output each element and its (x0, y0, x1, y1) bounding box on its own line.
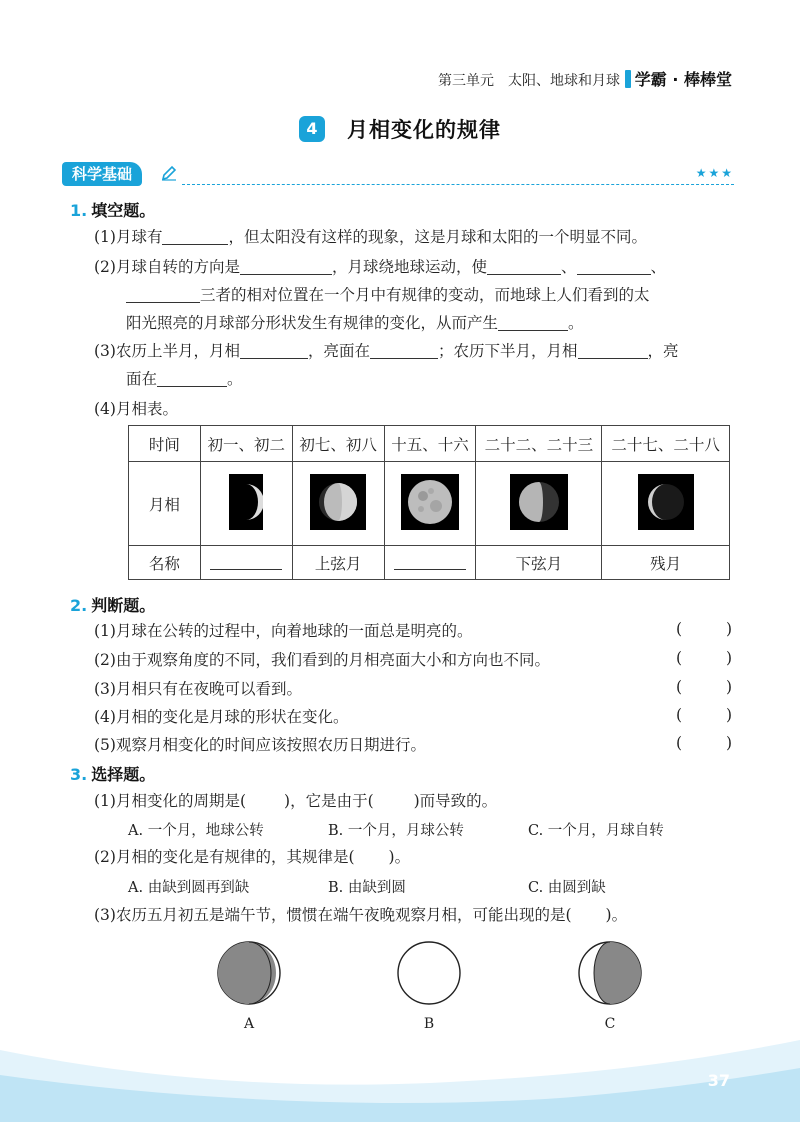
option-c[interactable]: C. 由圆到缺 (528, 880, 606, 896)
pencil-icon (160, 164, 178, 182)
moon-phase-cell (476, 462, 602, 546)
text: ) (725, 734, 732, 752)
text: 。 (568, 314, 584, 332)
text: ；农历下半月，月相 (437, 342, 578, 360)
waning-crescent-image (638, 474, 694, 530)
moon-phase-cell (384, 462, 476, 546)
answer-blank[interactable] (162, 229, 228, 245)
text: )。 (388, 848, 411, 866)
text: (3)农历五月初五是端午节，惯惯在端午夜晚观察月相，可能出现的是( (94, 906, 572, 924)
text: ，亮面在 (307, 342, 370, 360)
q2-item-3: (3)月相只有在夜晚可以看到。 (94, 680, 302, 698)
answer-blank[interactable] (487, 259, 561, 275)
section-divider (182, 184, 734, 185)
name-cell: 残月 (602, 546, 730, 580)
section-tag: 科学基础 (62, 162, 142, 186)
text: 阳光照亮的月球部分形状发生有规律的变化，从而产生 (126, 314, 499, 332)
unit-title: 第三单元 太阳、地球和月球 (438, 73, 620, 89)
q2-title (70, 593, 155, 616)
text: 。 (227, 370, 243, 388)
text: 、 (650, 258, 667, 276)
text: ) (725, 678, 732, 696)
text: ( (676, 620, 683, 638)
text: )。 (605, 906, 628, 924)
table-header-cell: 初一、初二 (200, 426, 292, 462)
q2-title-text: 判断题。 (91, 596, 156, 615)
text: ) (725, 706, 732, 724)
text: ( (676, 678, 683, 696)
text: )而导致的。 (413, 792, 498, 810)
answer-blank[interactable] (126, 287, 200, 303)
text: (1)月相变化的周期是( (94, 792, 247, 810)
choice-figure-a[interactable] (214, 938, 284, 1032)
q3-title (70, 762, 155, 785)
answer-blank[interactable] (370, 343, 438, 359)
answer-blank[interactable] (498, 315, 568, 331)
text: ，月球绕地球运动，使 (331, 258, 487, 276)
q1-item-4: (4)月相表。 (94, 400, 178, 418)
name-cell: 上弦月 (292, 546, 384, 580)
choice-label: B (423, 1016, 435, 1032)
q3-title-text: 选择题。 (91, 765, 156, 784)
option-a[interactable]: A. 由缺到圆再到缺 (128, 880, 250, 896)
name-cell: 下弦月 (476, 546, 602, 580)
q2-item-2: (2)由于观察角度的不同，我们看到的月相亮面大小和方向也不同。 (94, 651, 550, 669)
moon-phase-cell (200, 462, 292, 546)
table-row (129, 462, 730, 546)
brand-mark-icon (625, 70, 631, 88)
option-a[interactable]: A. 一个月，地球公转 (128, 823, 264, 839)
waxing-crescent-image (229, 474, 263, 530)
table-row (129, 546, 730, 580)
lesson-number-badge: 4 (299, 116, 325, 142)
q2-item-4: (4)月相的变化是月球的形状在变化。 (94, 708, 349, 726)
q3-item-2 (94, 846, 410, 868)
q1-item-3-line1 (94, 340, 679, 362)
q2-item-5: (5)观察月相变化的时间应该按照农历日期进行。 (94, 736, 426, 754)
choice-label: A (243, 1016, 255, 1032)
choice-figure-b[interactable] (394, 938, 464, 1032)
answer-paren[interactable] (676, 678, 732, 696)
name-cell[interactable] (200, 546, 292, 580)
moon-a-icon (214, 938, 284, 1008)
option-b[interactable]: B. 一个月，月球公转 (328, 823, 464, 839)
q2-number: 2. (70, 596, 88, 615)
text: ) (725, 620, 732, 638)
q1-item-2-line3 (126, 312, 584, 334)
difficulty-stars: ★★★ (695, 166, 734, 180)
table-header-cell: 二十二、二十三 (476, 426, 602, 462)
q1-title-text: 填空题。 (91, 201, 156, 220)
section-bar (62, 162, 734, 188)
q3-number: 3. (70, 765, 88, 784)
choice-label: C (604, 1016, 616, 1032)
last-quarter-image (510, 474, 568, 530)
row-label-moon-phase: 月相 (129, 462, 201, 546)
q1-number: 1. (70, 201, 88, 220)
answer-blank[interactable] (210, 552, 282, 570)
answer-paren[interactable] (676, 706, 732, 724)
answer-blank[interactable] (394, 552, 466, 570)
moon-phase-cell (292, 462, 384, 546)
answer-blank[interactable] (157, 371, 227, 387)
moon-phase-table (128, 425, 730, 580)
text: ) (725, 649, 732, 667)
answer-paren[interactable] (676, 649, 732, 667)
q1-item-3-line2 (126, 368, 243, 390)
text: ( (676, 649, 683, 667)
q1-item-2-line2 (126, 284, 650, 306)
q1-title (70, 198, 155, 221)
table-header-cell: 二十七、二十八 (602, 426, 730, 462)
q3-item-3 (94, 904, 627, 926)
text: ( (676, 734, 683, 752)
q2-item-1: (1)月球在公转的过程中，向着地球的一面总是明亮的。 (94, 622, 473, 640)
table-row (129, 426, 730, 462)
page-header (0, 70, 800, 90)
page-number: 37 (707, 1071, 730, 1090)
moon-c-icon (575, 938, 645, 1008)
q3-item-1 (94, 790, 497, 812)
text: 面在 (126, 370, 158, 388)
lesson-title (0, 114, 800, 144)
first-quarter-image (310, 474, 366, 530)
brand-logo (625, 67, 732, 90)
answer-paren[interactable] (676, 734, 732, 752)
text: ，但太阳没有这样的现象，这是月球和太阳的一个明显不同。 (228, 228, 647, 246)
moon-phase-cell (602, 462, 730, 546)
text: (2)月相的变化是有规律的，其规律是( (94, 848, 355, 866)
answer-blank[interactable] (240, 343, 308, 359)
brand-text: 学霸 · 棒棒堂 (634, 70, 732, 89)
moon-b-icon (394, 938, 464, 1008)
q1-item-1 (94, 226, 647, 248)
text: (2)月球自转的方向是 (94, 258, 240, 276)
text: 、 (560, 258, 577, 276)
table-header-cell: 初七、初八 (292, 426, 384, 462)
text: )，它是由于( (284, 792, 374, 810)
q1-item-2-line1 (94, 256, 666, 278)
text: (1)月球有 (94, 228, 163, 246)
answer-blank[interactable] (578, 343, 648, 359)
footer-wave (0, 1020, 800, 1122)
option-b[interactable]: B. 由缺到圆 (328, 880, 406, 896)
lesson-title-text: 月相变化的规律 (347, 118, 501, 142)
answer-paren[interactable] (676, 620, 732, 638)
full-moon-image (401, 474, 459, 530)
text: ，亮 (647, 342, 679, 360)
choice-figure-c[interactable] (575, 938, 645, 1032)
option-c[interactable]: C. 一个月，月球自转 (528, 823, 664, 839)
text: (3)农历上半月，月相 (94, 342, 240, 360)
text: ( (676, 706, 683, 724)
answer-blank[interactable] (577, 259, 651, 275)
answer-blank[interactable] (240, 259, 332, 275)
name-cell[interactable] (384, 546, 476, 580)
table-header-cell: 时间 (129, 426, 201, 462)
table-header-cell: 十五、十六 (384, 426, 476, 462)
text: 三者的相对位置在一个月中有规律的变动，而地球上人们看到的太 (200, 286, 650, 304)
row-label-name: 名称 (129, 546, 201, 580)
